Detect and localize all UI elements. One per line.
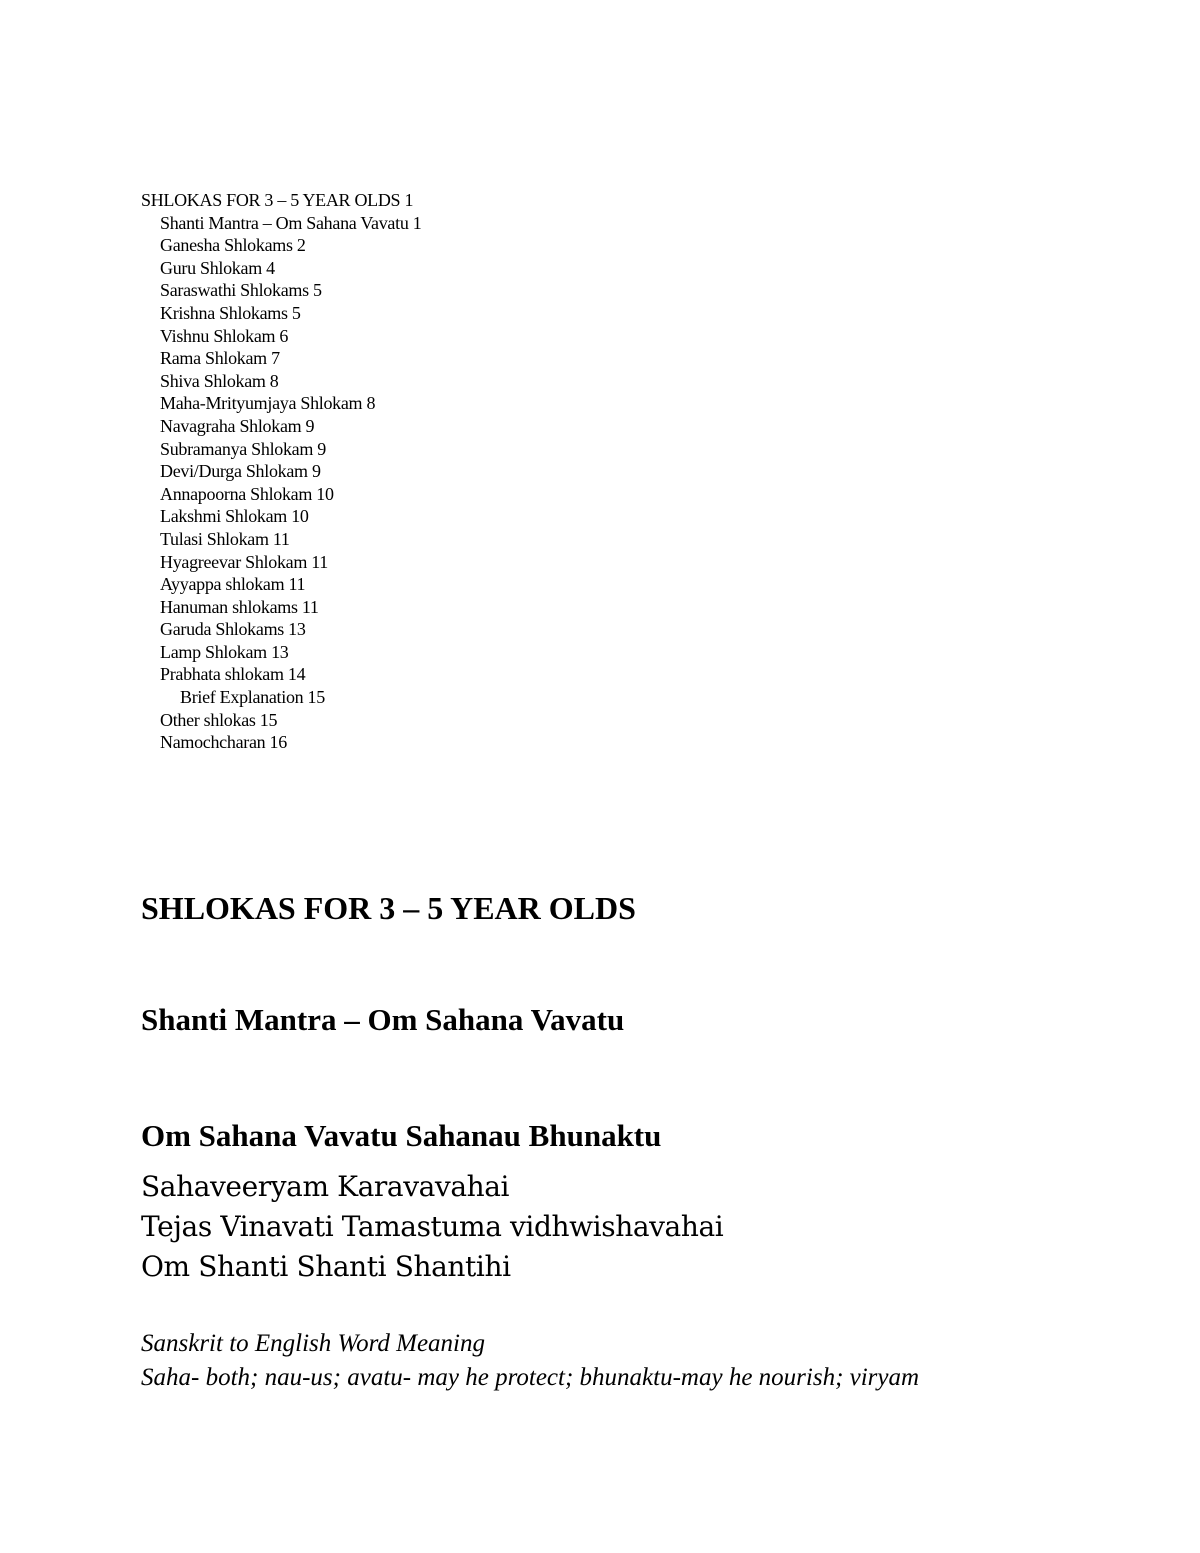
toc-entry[interactable]: Prabhata shlokam 14	[160, 664, 306, 685]
verse-block	[141, 1167, 723, 1287]
toc-entry[interactable]: Lamp Shlokam 13	[160, 641, 289, 662]
toc-entry[interactable]: Subramanya Shlokam 9	[160, 438, 326, 459]
meaning-title: Sanskrit to English Word Meaning	[141, 1330, 485, 1357]
toc-entry[interactable]: Namochcharan 16	[160, 732, 287, 753]
toc-entry[interactable]: Rama Shlokam 7	[160, 348, 280, 369]
toc-entry[interactable]: Navagraha Shlokam 9	[160, 415, 315, 436]
word-meaning-block	[141, 1327, 919, 1395]
section-heading: Shanti Mantra – Om Sahana Vavatu	[141, 1002, 625, 1037]
table-of-contents	[141, 189, 841, 754]
toc-entry[interactable]: Vishnu Shlokam 6	[160, 325, 289, 346]
toc-entry[interactable]: Brief Explanation 15	[180, 687, 325, 708]
toc-entry[interactable]: Krishna Shlokams 5	[160, 302, 301, 323]
meaning-text: Saha- both; nau-us; avatu- may he protect; bhunaktu-may he nourish; viryam	[141, 1364, 920, 1391]
toc-entry[interactable]: Maha-Mrityumjaya Shlokam 8	[160, 393, 376, 414]
toc-entry[interactable]: Other shlokas 15	[160, 709, 278, 730]
verse-line: Tejas Vinavati Tamastuma vidhwishavahai	[141, 1210, 724, 1243]
toc-entry[interactable]: Saraswathi Shlokams 5	[160, 280, 322, 301]
verse-line: Om Shanti Shanti Shantihi	[141, 1250, 511, 1283]
verse-heading: Om Sahana Vavatu Sahanau Bhunaktu	[141, 1118, 662, 1153]
toc-entry[interactable]: Garuda Shlokams 13	[160, 619, 306, 640]
toc-entry[interactable]: Ayyappa shlokam 11	[160, 574, 306, 595]
toc-entry[interactable]: Shiva Shlokam 8	[160, 370, 279, 391]
main-heading: SHLOKAS FOR 3 – 5 YEAR OLDS	[141, 890, 636, 926]
toc-entry[interactable]: SHLOKAS FOR 3 – 5 YEAR OLDS 1	[141, 190, 414, 210]
verse-line: Sahaveeryam Karavavahai	[141, 1170, 510, 1203]
toc-entry[interactable]: Hanuman shlokams 11	[160, 596, 319, 617]
toc-entry[interactable]: Guru Shlokam 4	[160, 257, 275, 278]
toc-entry[interactable]: Hyagreevar Shlokam 11	[160, 551, 328, 572]
toc-entry[interactable]: Shanti Mantra – Om Sahana Vavatu 1	[160, 212, 422, 233]
toc-entry[interactable]: Annapoorna Shlokam 10	[160, 483, 334, 504]
toc-entry[interactable]: Devi/Durga Shlokam 9	[160, 461, 321, 482]
toc-entry[interactable]: Ganesha Shlokams 2	[160, 235, 306, 256]
toc-entry[interactable]: Tulasi Shlokam 11	[160, 528, 290, 549]
toc-entry[interactable]: Lakshmi Shlokam 10	[160, 506, 309, 527]
